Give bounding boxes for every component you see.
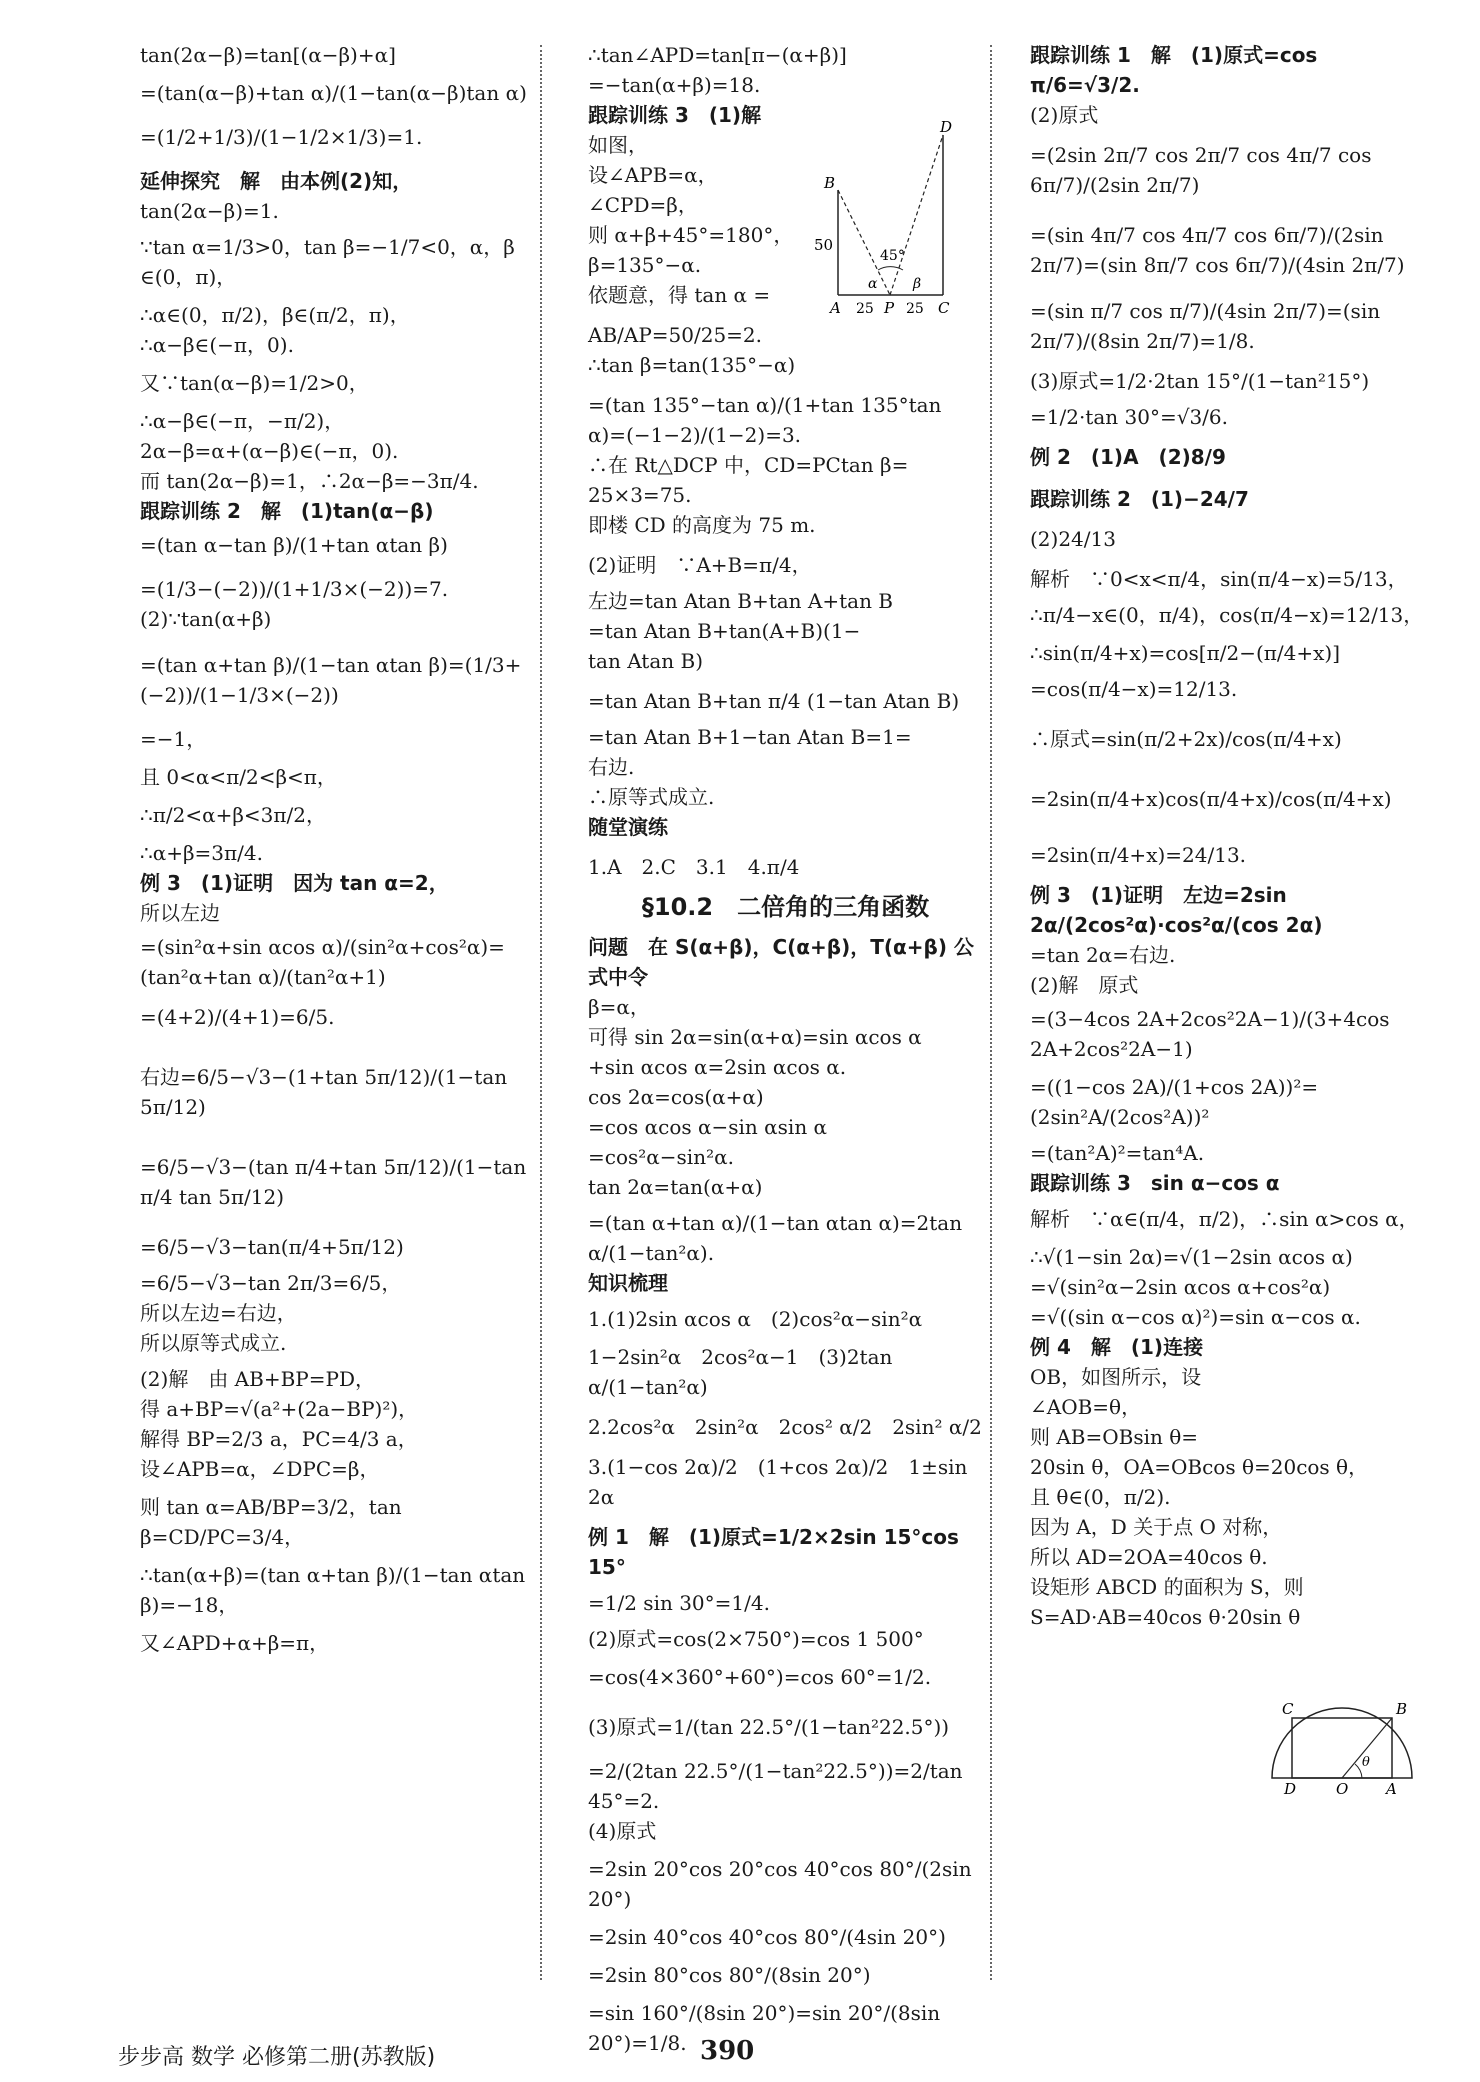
column-middle	[588, 40, 983, 2058]
text-line: 又∵tan(α−β)=1/2>0，	[140, 371, 369, 395]
text-line: ∴α∈(0，π/2)，β∈(π/2，π)，	[140, 303, 410, 327]
text-line: 右边.	[588, 755, 635, 779]
text-line: =2sin 80°cos 80°/(8sin 20°)	[588, 1963, 871, 1987]
text-line: 左边=tan Atan B+tan A+tan B	[588, 589, 893, 613]
figure-label: D	[1284, 1780, 1297, 1798]
text-line: 所以原等式成立.	[140, 1331, 287, 1355]
text-line: =(4+2)/(4+1)=6/5.	[140, 1005, 335, 1029]
text-line: =6/5−√3−tan(π/4+5π/12)	[140, 1235, 404, 1259]
text-line: OB，如图所示，设	[1030, 1365, 1202, 1389]
figure-label: B	[824, 174, 836, 192]
text-line: 所以左边	[140, 901, 220, 925]
text-line: =tan Atan B+1−tan Atan B=1=	[588, 725, 912, 749]
text-line: β=135°−α.	[588, 253, 702, 277]
text-line: 25×3=75.	[588, 483, 692, 507]
column-divider	[540, 45, 542, 1980]
figure-label: D	[940, 118, 953, 136]
text-line: (2)原式=cos(2×750°)=cos 1 500°	[588, 1627, 924, 1651]
text-line: 解得 BP=2/3 a，PC=4/3 a，	[140, 1427, 418, 1451]
text-line: 例 2 (1)A (2)8/9	[1030, 445, 1226, 469]
text-line: 解析 ∵α∈(π/4，π/2)，∴sin α>cos α，	[1030, 1207, 1419, 1231]
figure-label: A	[1386, 1780, 1397, 1798]
text-line: =sin 160°/(8sin 20°)=sin 20°/(8sin 20°)=1/8.	[588, 2001, 947, 2055]
text-line: =2sin(π/4+x)=24/13.	[1030, 843, 1247, 867]
text-line: =(tan α+tan β)/(1−tan αtan β)=(1/3+(−2))/(1−1/3×(−2))	[140, 653, 522, 707]
text-line: 例 3 (1)证明 因为 tan α=2，	[140, 871, 449, 895]
text-line: ∴原等式成立.	[588, 785, 715, 809]
text-line: ∴α+β=3π/4.	[140, 841, 263, 865]
text-line: =1/2·tan 30°=√3/6.	[1030, 405, 1228, 429]
text-line: 得 a+BP=√(a²+(2a−BP)²)，	[140, 1397, 419, 1421]
semicircle-diagram	[1262, 1698, 1422, 1798]
text-line: =(sin²α+sin αcos α)/(sin²α+cos²α)=(tan²α+tan α)/(tan²α+1)	[140, 935, 505, 989]
book-title-footer: 步步高 数学 必修第二册(苏教版)	[118, 2045, 436, 2070]
text-line: 如图，	[588, 133, 648, 157]
text-line: ∴tan(α+β)=(tan α+tan β)/(1−tan αtan β)=−18，	[140, 1563, 532, 1617]
text-line: ∴√(1−sin 2α)=√(1−2sin αcos α)	[1030, 1245, 1353, 1269]
text-line: =(1/3−(−2))/(1+1/3×(−2))=7.	[140, 577, 449, 601]
text-line: ∈(0，π)，	[140, 265, 237, 289]
text-line: =tan Atan B+tan(A+B)(1−	[588, 619, 861, 643]
figure-label: α	[868, 276, 878, 292]
text-line: =(1/2+1/3)/(1−1/2×1/3)=1.	[140, 125, 423, 149]
text-line: 设∠APB=α，	[588, 163, 718, 187]
text-line: =6/5−√3−(tan π/4+tan 5π/12)/(1−tan π/4 tan 5π/12)	[140, 1155, 533, 1209]
text-line: =6/5−√3−tan 2π/3=6/5，	[140, 1271, 402, 1295]
text-line: 右边=6/5−√3−(1+tan 5π/12)/(1−tan 5π/12)	[140, 1065, 514, 1119]
text-line: 例 3 (1)证明 左边=2sin 2α/(2cos²α)·cos²α/(cos 2α)	[1030, 883, 1323, 937]
text-line: =−1，	[140, 727, 207, 751]
text-line: 问题 在 S(α+β)，C(α+β)，T(α+β) 公式中令	[588, 935, 974, 989]
figure-label: O	[1336, 1780, 1349, 1798]
text-line: ∴tan∠APD=tan[π−(α+β)]	[588, 43, 847, 67]
text-line: 延伸探究 解 由本例(2)知，	[140, 169, 413, 193]
text-line: =tan Atan B+tan π/4 (1−tan Atan B)	[588, 689, 960, 713]
text-line: S=AD·AB=40cos θ·20sin θ	[1030, 1605, 1301, 1629]
text-line: 因为 A，D 关于点 O 对称，	[1030, 1515, 1283, 1539]
text-line: =(tan²A)²=tan⁴A.	[1030, 1141, 1205, 1165]
text-line: =2/(2tan 22.5°/(1−tan²22.5°))=2/tan 45°=2.	[588, 1759, 969, 1813]
text-line: 可得 sin 2α=sin(α+α)=sin αcos α	[588, 1025, 922, 1049]
column-right	[1030, 40, 1430, 1632]
text-line: 2α−β=α+(α−β)∈(−π，0).	[140, 439, 399, 463]
text-line: ∴α−β∈(−π，0).	[140, 333, 294, 357]
text-line: =(sin 4π/7 cos 4π/7 cos 6π/7)/(2sin 2π/7)=(sin 8π/7 cos 6π/7)/(4sin 2π/7)	[1030, 223, 1405, 277]
text-line: =(tan(α−β)+tan α)/(1−tan(α−β)tan α)	[140, 81, 527, 105]
text-line: 跟踪训练 3 (1)解	[588, 103, 762, 127]
text-line: 随堂演练	[588, 815, 668, 839]
text-line: 跟踪训练 2 (1)−24/7	[1030, 487, 1249, 511]
text-line: cos 2α=cos(α+α)	[588, 1085, 764, 1109]
text-line: +sin αcos α=2sin αcos α.	[588, 1055, 847, 1079]
text-line: tan(2α−β)=1.	[140, 199, 279, 223]
section-title: §10.2 二倍角的三角函数	[641, 893, 930, 921]
text-line: =2sin(π/4+x)cos(π/4+x)/cos(π/4+x)	[1030, 787, 1392, 811]
text-line: (3)原式=1/2·2tan 15°/(1−tan²15°)	[1030, 369, 1370, 393]
text-line: 又∠APD+α+β=π，	[140, 1631, 330, 1655]
text-line: 所以左边=右边，	[140, 1301, 297, 1325]
building-diagram	[814, 118, 958, 320]
figure-label: 25	[856, 301, 874, 317]
text-line: AB/AP=50/25=2.	[588, 323, 763, 347]
text-line: 则 tan α=AB/BP=3/2，tan β=CD/PC=3/4，	[140, 1495, 408, 1549]
text-line: tan Atan B)	[588, 649, 703, 673]
text-line: 设矩形 ABCD 的面积为 S，则	[1030, 1575, 1304, 1599]
text-line: 跟踪训练 2 解 (1)tan(α−β)	[140, 499, 434, 523]
text-line: (2)24/13	[1030, 527, 1116, 551]
text-line: =cos(4×360°+60°)=cos 60°=1/2.	[588, 1665, 932, 1689]
text-line: 即楼 CD 的高度为 75 m.	[588, 513, 816, 537]
text-line: 20sin θ，OA=OBcos θ=20cos θ，	[1030, 1455, 1369, 1479]
figure-label: P	[884, 299, 895, 317]
text-line: tan 2α=tan(α+α)	[588, 1175, 763, 1199]
text-line: ∴sin(π/4+x)=cos[π/2−(π/4+x)]	[1030, 641, 1340, 665]
text-line: (2)解 由 AB+BP=PD，	[140, 1367, 375, 1391]
text-line: 例 1 解 (1)原式=1/2×2sin 15°cos 15°	[588, 1525, 966, 1579]
text-line: 1.(1)2sin αcos α (2)cos²α−sin²α	[588, 1307, 923, 1331]
text-line: 设∠APB=α，∠DPC=β，	[140, 1457, 380, 1481]
text-line: 解析 ∵0<x<π/4，sin(π/4−x)=5/13，	[1030, 567, 1408, 591]
text-line: (2)解 原式	[1030, 973, 1139, 997]
figure-label: 25	[906, 301, 924, 317]
text-line: 且 θ∈(0，π/2).	[1030, 1485, 1171, 1509]
figure-label: B	[1396, 1700, 1408, 1718]
text-line: =cos αcos α−sin αsin α	[588, 1115, 828, 1139]
text-line: 3.(1−cos 2α)/2 (1+cos 2α)/2 1±sin 2α	[588, 1455, 974, 1509]
text-line: =(tan 135°−tan α)/(1+tan 135°tan α)=(−1−2)/(1−2)=3.	[588, 393, 948, 447]
text-line: =tan 2α=右边.	[1030, 943, 1176, 967]
text-line: =cos(π/4−x)=12/13.	[1030, 677, 1238, 701]
text-line: (2)∵tan(α+β)	[140, 607, 272, 631]
text-line: ∴原式=sin(π/2+2x)/cos(π/4+x)	[1030, 727, 1342, 751]
text-line: ∠CPD=β，	[588, 193, 698, 217]
figure-label: 50	[814, 236, 834, 254]
text-line: =cos²α−sin²α.	[588, 1145, 734, 1169]
text-line: =2sin 40°cos 40°cos 80°/(4sin 20°)	[588, 1925, 946, 1949]
text-line: 则 AB=OBsin θ=	[1030, 1425, 1199, 1449]
text-line: =(sin π/7 cos π/7)/(4sin 2π/7)=(sin 2π/7)/(8sin 2π/7)=1/8.	[1030, 299, 1387, 353]
text-line: 所以 AD=2OA=40cos θ.	[1030, 1545, 1268, 1569]
column-left	[140, 40, 535, 1658]
text-line: 1−2sin²α 2cos²α−1 (3)2tan α/(1−tan²α)	[588, 1345, 899, 1399]
text-line: 知识梳理	[588, 1271, 668, 1295]
text-line: 跟踪训练 3 sin α−cos α	[1030, 1171, 1280, 1195]
text-line: =(tan α+tan α)/(1−tan αtan α)=2tan α/(1−tan²α).	[588, 1211, 969, 1265]
text-line: 依题意，得 tan α =	[588, 283, 771, 307]
text-line: 且 0<α<π/2<β<π，	[140, 765, 337, 789]
text-line: (2)原式	[1030, 103, 1099, 127]
figure-label: C	[1282, 1700, 1294, 1718]
text-line: ∵tan α=1/3>0，tan β=−1/7<0，α，β	[140, 235, 515, 259]
text-line: 则 α+β+45°=180°，	[588, 223, 794, 247]
text-line: =(3−4cos 2A+2cos²2A−1)/(3+4cos 2A+2cos²2A−1)	[1030, 1007, 1396, 1061]
text-line: 2.2cos²α 2sin²α 2cos² α/2 2sin² α/2	[588, 1415, 982, 1439]
text-line: =√(sin²α−2sin αcos α+cos²α)	[1030, 1275, 1331, 1299]
figure-label: β	[913, 276, 922, 292]
text-line: =√((sin α−cos α)²)=sin α−cos α.	[1030, 1305, 1361, 1329]
text-line: =−tan(α+β)=18.	[588, 73, 761, 97]
page-number: 390	[700, 2036, 755, 2066]
text-line: 例 4 解 (1)连接	[1030, 1335, 1204, 1359]
text-line: =((1−cos 2A)/(1+cos 2A))²=(2sin²A/(2cos²A))²	[1030, 1075, 1319, 1129]
text-line: 1.A 2.C 3.1 4.π/4	[588, 855, 800, 879]
figure-label: A	[830, 299, 841, 317]
text-line: =1/2 sin 30°=1/4.	[588, 1591, 770, 1615]
text-line: (4)原式	[588, 1819, 657, 1843]
text-line: =(tan α−tan β)/(1+tan αtan β)	[140, 533, 448, 557]
column-divider	[990, 45, 992, 1980]
text-line: ∠AOB=θ，	[1030, 1395, 1142, 1419]
text-line: β=α，	[588, 995, 650, 1019]
text-line: ∴在 Rt△DCP 中，CD=PCtan β=	[588, 453, 909, 477]
text-line: ∴tan β=tan(135°−α)	[588, 353, 796, 377]
figure-label: θ	[1362, 1755, 1370, 1770]
text-line: (2)证明 ∵A+B=π/4，	[588, 553, 812, 577]
figure-label: C	[938, 299, 950, 317]
text-line: 而 tan(2α−β)=1，∴2α−β=−3π/4.	[140, 469, 479, 493]
text-line: 跟踪训练 1 解 (1)原式=cos π/6=√3/2.	[1030, 43, 1325, 97]
text-line: ∴α−β∈(−π，−π/2)，	[140, 409, 345, 433]
text-line: ∴π/4−x∈(0，π/4)，cos(π/4−x)=12/13，	[1030, 603, 1424, 627]
text-line: tan(2α−β)=tan[(α−β)+α]	[140, 43, 396, 67]
text-line: =2sin 20°cos 20°cos 40°cos 80°/(2sin 20°)	[588, 1857, 978, 1911]
text-line: ∴π/2<α+β<3π/2，	[140, 803, 327, 827]
text-line: =(2sin 2π/7 cos 2π/7 cos 4π/7 cos 6π/7)/(2sin 2π/7)	[1030, 143, 1378, 197]
text-line: (3)原式=1/(tan 22.5°/(1−tan²22.5°))	[588, 1715, 950, 1739]
figure-label: 45°	[880, 248, 905, 264]
